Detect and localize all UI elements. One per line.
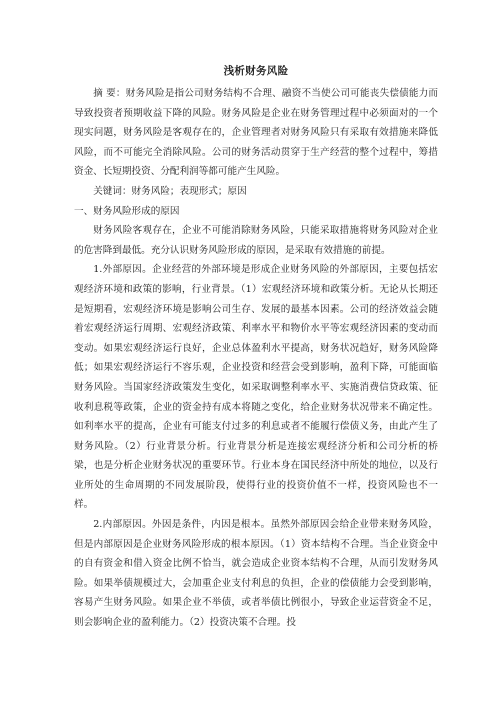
document-title: 浅析财务风险 (223, 65, 289, 77)
abstract-paragraph: 摘 要：财务风险是指公司财务结构不合理、融资不当使公司可能丧失偿债能力而导致投资者预期收益下降的风险。财务风险是企业在财务管理过程中必须面对的一个现实问题，财务风险是客观存在的，企业管理者对财务风险只有采取有效措施来降低风险，而不可能完全消除风险。公司的财务活动贯穿于生产经营的整个过程中，筹措资金、长短期投资、分配利润等都可能产生风险。 (74, 88, 438, 178)
keywords-line: 关键词：财务风险；表现形式；原因 (93, 185, 247, 197)
section-intro-paragraph: 财务风险客观存在，企业不可能消除财务风险，只能采取措施将财务风险对企业的危害降到最低。充分认识财务风险形成的原因，是采取有效措施的前提。 (74, 225, 438, 256)
internal-cause-paragraph: 2.内部原因。外因是条件，内因是根本。虽然外部原因会给企业带来财务风险，但是内部原因是企业财务风险形成的根本原因。（1）资本结构不合理。当企业资金中的自有资金和借入资金比例不恰当，就会造成企业资本结构不合理，从而引发财务风险。如果举债规模过大，会加重企业支付利息的负担，企业的偿债能力会受到影响，容易产生财务风险。如果企业不举债，或者举债比例很小，导致企业运营资金不足，则会影响企业的盈利能力。（2）投资决策不合理。投 (74, 519, 438, 629)
external-cause-paragraph: 1.外部原因。企业经营的外部环境是形成企业财务风险的外部原因，主要包括宏观经济环境和政策的影响，行业背景。（1）宏观经济环境和政策分析。无论从长期还是短期看，宏观经济环境是影响公司生存、发展的最基本因素。公司的经济效益会随着宏观经济运行周期、宏观经济政策、利率水平和物价水平等宏观经济因素的变动而变动。如果宏观经济运行良好，企业总体盈利水平提高，财务状况趋好，财务风险降低；如果宏观经济运行不容乐观，企业投资和经营会受到影响，盈利下降，可能面临财务风险。当国家经济政策发生变化，如采取调整利率水平、实施消费信贷政策、征收利息税等政策，企业的资金持有成本将随之变化，给企业财务状况带来不确定性。如利率水平的提高，企业有可能支付过多的利息或者不能履行偿债义务，由此产生了财务风险。（2）行业背景分析。行业背景分析是连接宏观经济分析和公司分析的桥梁，也是分析企业财务状况的重要环节。行业本身在国民经济中所处的地位，以及行业所处的生命周期的不同发展阶段，使得行业的投资价值不一样，投资风险也不一样。 (74, 264, 438, 511)
section-heading-causes: 一、财务风险形成的原因 (74, 205, 180, 217)
